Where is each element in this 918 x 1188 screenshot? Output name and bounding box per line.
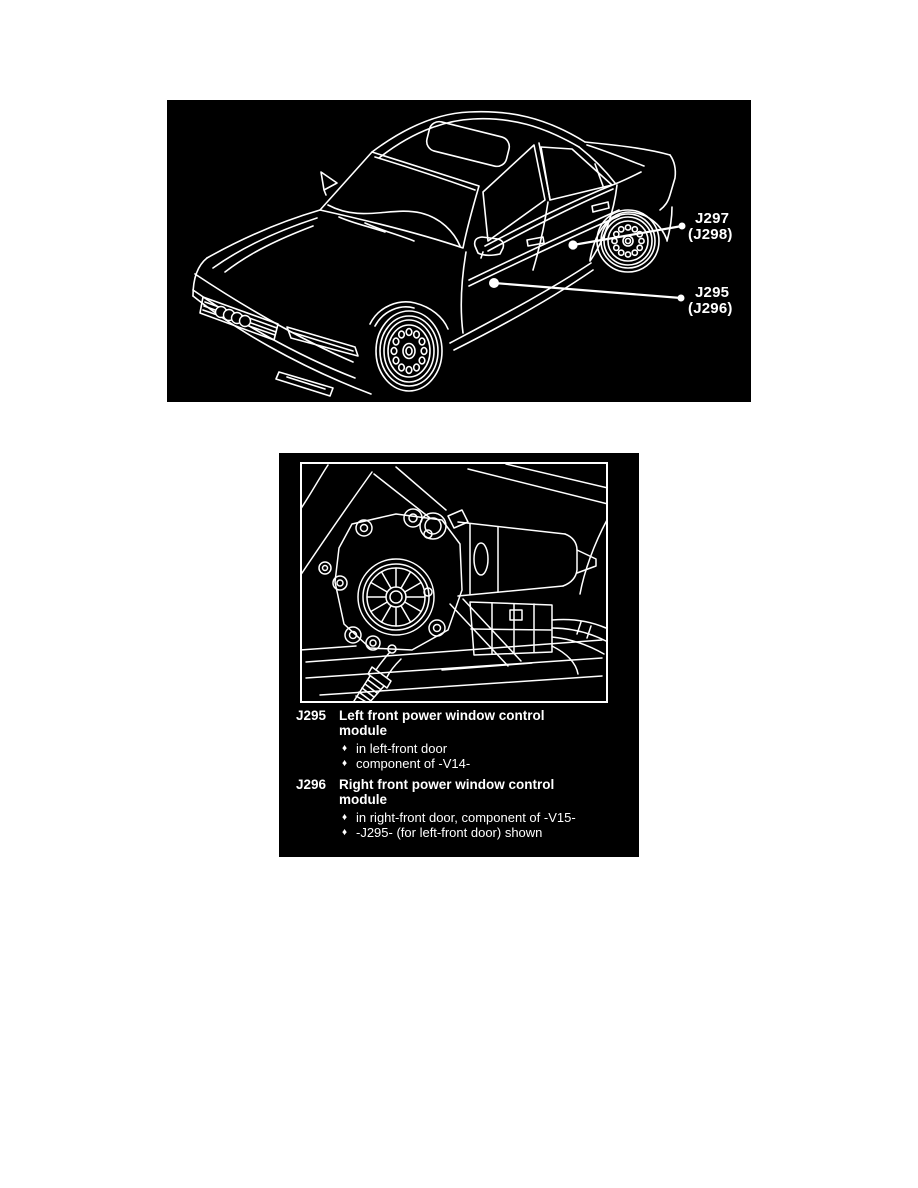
rear-door-handle xyxy=(592,202,609,212)
legend-title: Right front power window control module xyxy=(339,777,555,807)
wiring-harness xyxy=(552,619,606,674)
callout-j297-sublabel: (J298) xyxy=(688,226,733,243)
legend-bullet-text: in left-front door xyxy=(356,741,448,756)
gear-wheel xyxy=(358,559,434,635)
diamond-bullet-icon: ♦ xyxy=(342,758,348,769)
front-wheel xyxy=(376,311,442,391)
legend-code: J296 xyxy=(296,777,327,792)
legend-title: Left front power window control module xyxy=(339,708,545,738)
audi-rings-icon xyxy=(216,307,251,327)
legend-bullet-text: in right-front door, component of -V15- xyxy=(356,810,576,825)
legend-bullet xyxy=(296,825,639,840)
component-detail-figure xyxy=(279,453,639,857)
sunroof xyxy=(425,120,512,169)
callout-j295 xyxy=(688,285,733,317)
callout-j297 xyxy=(688,211,733,243)
legend-code: J295 xyxy=(296,708,327,723)
window-motor-line-art xyxy=(300,462,608,703)
legend xyxy=(279,708,639,846)
mounting-bolts xyxy=(319,509,446,653)
component-image-frame xyxy=(300,462,608,703)
callout-dot-j295 xyxy=(489,278,499,288)
diamond-bullet-icon: ♦ xyxy=(342,743,348,754)
vehicle-location-figure xyxy=(167,100,751,402)
callout-j297-label: J297 xyxy=(695,210,730,227)
motor-body xyxy=(448,510,596,596)
car-line-art xyxy=(167,100,751,402)
fog-strip xyxy=(276,372,333,396)
windshield xyxy=(320,152,479,248)
drive-cable xyxy=(354,652,401,703)
legend-bullet xyxy=(296,741,639,756)
antenna xyxy=(321,172,337,195)
rear-wheel xyxy=(597,210,659,272)
legend-item-j295 xyxy=(279,708,639,771)
legend-bullet-text: component of -V14- xyxy=(356,756,471,771)
diamond-bullet-icon: ♦ xyxy=(342,812,348,823)
legend-bullet xyxy=(296,810,639,825)
diamond-bullet-icon: ♦ xyxy=(342,827,348,838)
legend-item-j296 xyxy=(279,777,639,840)
legend-bullet-text: -J295- (for left-front door) shown xyxy=(356,825,543,840)
connector-block xyxy=(442,599,552,670)
callout-dot-j297 xyxy=(568,240,577,249)
legend-bullet xyxy=(296,756,639,771)
callout-j295-label: J295 xyxy=(695,284,730,301)
callout-j295-sublabel: (J296) xyxy=(688,300,733,317)
